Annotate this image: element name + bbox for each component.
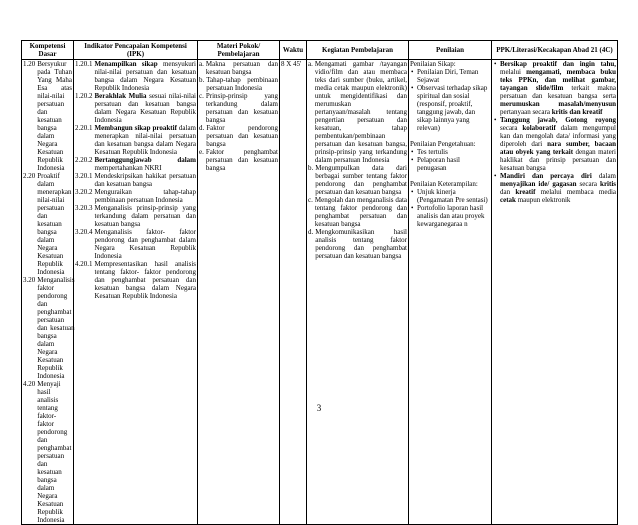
penilaian-pengetahuan-list: [410, 148, 490, 172]
ipk-body: dalam menerapkan nilai-nilai persatuan dan kesatuan bangsa dalam Negara Kesatuan Republik Indonesia: [94, 124, 196, 156]
kegiatan-item: [308, 228, 407, 260]
ppk-list: [493, 60, 616, 204]
kd-item: [23, 276, 75, 380]
kegiatan-num: c.: [308, 196, 313, 204]
kd-num: 3.20: [23, 276, 36, 284]
ipk-text: [95, 60, 197, 92]
ipk-lead: Membangun sikap proaktif: [94, 124, 177, 132]
ipk-num: 2.20.1: [75, 124, 93, 132]
penilaian-item: • Portofolio laporan hasil analisis dan atau proyek kewarganegaraa n: [417, 204, 490, 228]
penilaian-item: • Unjuk kinerja (Pengamatan Pre sentasi): [417, 188, 490, 204]
ipk-item: [75, 156, 196, 172]
kegiatan-cell: [307, 60, 409, 525]
ipk-num: 1.20.2: [75, 92, 93, 100]
ppk-cell: [492, 60, 618, 525]
kegiatan-item: [308, 60, 407, 164]
materi-num: c.: [199, 92, 204, 100]
header-materi: Materi Pokok/ Pembelajaran: [198, 41, 280, 60]
ipk-item: [75, 124, 196, 156]
ipk-text: Menganalisis faktor- faktor pendorong dan penghambat dalam Negara Kesatuan Republik Indonesia: [94, 228, 196, 260]
materi-text: Faktor penghambat persatuan dan kesatuan bangsa: [205, 148, 278, 172]
kd-item: [23, 172, 72, 276]
ipk-cell: [74, 60, 198, 525]
kegiatan-item: [308, 164, 407, 196]
ipk-item: [75, 204, 196, 228]
ipk-text: [95, 92, 197, 124]
ipk-text: Menganalisis prinsip-prinsip yang terkandung dalam persatuan dan kesatuan bangsa: [94, 204, 196, 228]
ipk-body: mensyukuri nilai-nilai persatuan dan kesatuan bangsa dalam Negara Kesatuan Republik Indonesia: [94, 60, 196, 92]
penilaian-pengetahuan-title: Penilaian Pengetahuan:: [410, 140, 476, 148]
kd-text: Menganalisis faktor pendorong dan penghambat persatuan dan kesatuan bangsa dalam Negara Kesatuan Republik Indonesia: [37, 276, 75, 380]
ppk-item: • Tanggung jawab, Gotong royong secara kolaboratif dalam mengumpul kan dan mengolah data/ informasi yang diperoleh dari nara sumber, bacaan atau obyek yang terkait dengan materi haklikat dan prinsip persatuan dan kesatuan bangsa: [500, 116, 616, 172]
content-row: [22, 60, 618, 525]
waktu-cell: 8 X 45': [280, 60, 307, 525]
ipk-num: 3.20.2: [75, 188, 93, 196]
penilaian-cell: [409, 60, 492, 525]
ipk-text: Menguraikan tahap-tahap pembinaan persatuan Indonesia: [94, 188, 196, 204]
materi-item: [199, 148, 278, 172]
ipk-body: sesuai nilai-nilai persatuan dan kesatuan bangsa dalam Negara Kesatuan Republik Indonesia: [94, 92, 197, 124]
ipk-item: [75, 260, 196, 300]
ipk-text: Mempresentasikan hasil analisis tentang faktor- faktor pendorong dan penghambat persatuan dan kesatuan bangsa dalam Negara Kesatuan Republik Indonesia: [94, 260, 196, 300]
kd-num: 2.20: [23, 172, 36, 180]
ipk-text: [95, 124, 197, 156]
penilaian-sikap-list: [410, 68, 490, 132]
ipk-text: [95, 156, 197, 172]
ipk-num: 3.20.1: [75, 172, 93, 180]
penilaian-item: • Observasi terhadap sikap spiritual dan sosial (responsif, proaktif, tanggung jawab, dan sikap lainnya yang relevan): [417, 84, 490, 132]
kd-text: Bersyukur pada Tuhan Yang Maha Esa atas nilai-nilai persatuan dan kesatuan bangsa dalam Negara Kesatuan Republik Indonesia: [37, 60, 72, 172]
materi-text: Tahap-tahap pembinaan persatuan Indonesia: [206, 76, 278, 92]
ipk-item: [75, 228, 196, 260]
rpp-table: [21, 40, 618, 525]
ipk-num: 3.20.4: [75, 228, 93, 236]
ipk-num: 4.20.1: [75, 260, 93, 268]
ipk-lead: Berakhlak Mulia: [94, 92, 147, 100]
header-kompetensi-dasar: Kompetensi Dasar: [22, 41, 74, 60]
kegiatan-text: Mengkomunikasikan hasil analisis tentang faktor pendorong dan penghambat persatuan dan kesatuan bangsa: [315, 228, 407, 260]
penilaian-keterampilan-title: Penilaian Keterampilan:: [410, 180, 478, 188]
penilaian-keterampilan-list: [410, 188, 490, 228]
kd-text: Proaktif dalam menerapkan nilai-nilai persatuan dan kesatuan bangsa dalam Negara Kesatuan Republik Indonesia: [37, 172, 72, 276]
penilaian-item: • Pelaporan hasil penugasan: [417, 156, 490, 172]
penilaian-item: • Tes tertulis: [417, 148, 490, 156]
ipk-num: 3.20.3: [75, 204, 93, 212]
kegiatan-num: b.: [308, 164, 314, 172]
kd-num: 4.20: [23, 380, 36, 388]
ipk-item: [75, 188, 196, 204]
materi-text: Prinsip-prinsip yang terkandung dalam persatuan dan kesatuan bangsa: [205, 92, 278, 124]
kegiatan-num: d.: [308, 228, 314, 236]
kd-item: [23, 60, 72, 172]
header-waktu: Waktu: [280, 41, 307, 60]
materi-cell: [198, 60, 280, 525]
kegiatan-text: Mengamati gambar /tayangan vidio/film dan atau membaca teks dari sumber (buku, artikel, media cetak maupun elektronik) untuk mengidentifikasi dan merumuskan pertanyaan/masalah tentang pengertian persatuan dan kesatuan, tahap pembentukan/pembinaan persatuan dan kesatuan bangsa, prinsip-prinsip yang terkandung dalam persatuan Indonesia: [314, 60, 407, 164]
page-number: 3: [316, 403, 322, 413]
penilaian-item: • Penilaian Diri, Teman Sejawat: [417, 68, 490, 84]
ipk-body: mempertahankan NKRI: [94, 164, 162, 172]
kd-item: [23, 380, 72, 524]
materi-item: [199, 124, 278, 148]
kegiatan-text: Mengumpulkan data dari berbagai sumber tentang faktor pendorong dan penghambat persatuan dan kesatuan bangsa: [315, 164, 407, 196]
kegiatan-item: [308, 196, 407, 228]
materi-num: a.: [199, 60, 204, 68]
kegiatan-text: Mengolah dan menganalisis data tentang faktor pendorong dan penghambat persatuan dan kesatuan bangsa: [314, 196, 407, 228]
ipk-item: [75, 60, 196, 92]
header-ppk: PPK/Literasi/Kecakapan Abad 21 (4C): [492, 41, 618, 60]
ipk-lead: Menampilkan sikap: [94, 60, 158, 68]
penilaian-sikap-title: Penilaian Sikap:: [410, 60, 456, 68]
ipk-lead: Bertanggungjawab dalam: [94, 156, 196, 164]
ipk-item: [75, 92, 196, 124]
materi-num: e.: [199, 148, 204, 156]
ipk-num: 1.20.1: [75, 60, 93, 68]
ipk-text: Mendeskripsikan hakikat persatuan dan kesatuan bangsa: [94, 172, 196, 188]
materi-text: Faktor pendorong persatuan dan kesatuan bangsa: [206, 124, 278, 148]
ppk-item: • Mandiri dan percaya diri dalam menyajikan ide/ gagasan secara kritis dan kreatif melalui membaca media cetak maupun elektronik: [500, 172, 616, 204]
kegiatan-num: a.: [308, 60, 313, 68]
kd-num: 1.20: [23, 60, 36, 68]
materi-item: [199, 92, 278, 124]
kd-cell: [22, 60, 74, 525]
materi-num: d.: [199, 124, 205, 132]
ipk-num: 2.20.2: [75, 156, 93, 164]
header-kegiatan: Kegiatan Pembelajaran: [307, 41, 409, 60]
materi-item: [199, 60, 278, 76]
header-penilaian: Penilaian: [409, 41, 492, 60]
materi-item: [199, 76, 278, 92]
ppk-item: • Bersikap proaktif dan ingin tahu, melalui mengamati, membaca buku teks PPKn, dan melihat gambar, tayangan slide/film terkait makna persatuan dan kesatuan bangsa serta merumuskan masalah/menyusun pertanyaan secara kritis dan kreatif: [500, 60, 616, 116]
ipk-item: [75, 172, 196, 188]
header-indikator: Indikator Pencapaian Kompetensi (IPK): [74, 41, 198, 60]
materi-num: b.: [199, 76, 205, 84]
header-row: [22, 41, 618, 60]
kd-text: Menyaji hasil analisis tentang faktor- faktor pendorong dan penghambat persatuan dan kesatuan bangsa dalam Negara Kesatuan Republik Indonesia: [37, 380, 72, 524]
materi-text: Makna persatuan dan kesatuan bangsa: [205, 60, 278, 76]
